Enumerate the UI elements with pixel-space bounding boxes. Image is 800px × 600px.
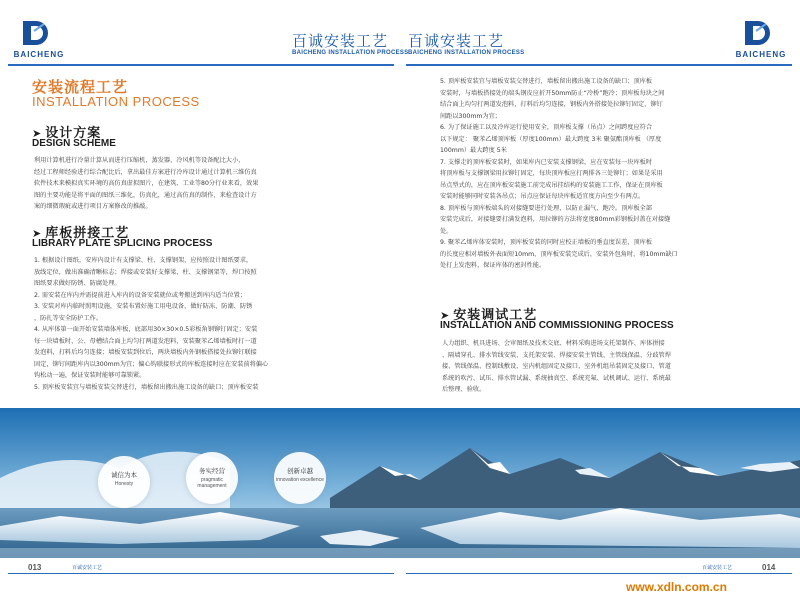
paragraph-line: 安装完成后，对接缝要打满发泡料，用拉铆的方法将宽度80mm彩钢板封盖在对接缝 bbox=[440, 216, 671, 223]
paragraph-line: 4. 从库体第一面开始安装墙体库板，底部用30×30×0.5彩板角钢铆钉固定；安装 bbox=[34, 326, 258, 333]
header-divider-left bbox=[8, 64, 394, 66]
commissioning-title-en: INSTALLATION AND COMMISSIONING PROCESS bbox=[440, 320, 674, 331]
paragraph-line: 处打上发泡料，保证库体的密封性能。 bbox=[440, 262, 546, 269]
logo-mark-icon bbox=[20, 18, 50, 48]
header-title-right: 百诚安装工艺 bbox=[408, 32, 505, 50]
paragraph-line: 后整理、验收。 bbox=[442, 386, 486, 393]
page-header bbox=[0, 0, 800, 62]
paragraph-line: 发泡料，打料后均匀连接；墙板安装到位后，两块墙板内外钢板搭接处拉铆钉联接 bbox=[34, 349, 257, 356]
footer-brand-right: 百诚安装工艺 bbox=[702, 565, 733, 571]
paragraph-line: 接、管线保温、控制线敷设、室内机组固定及接口、室外机组吊装固定及接口、管道 bbox=[442, 363, 671, 370]
paragraph-line: 6. 为了保证施工以及冷库运行使用安全，顶库板支撑（吊点）之间跨度应符合 bbox=[440, 124, 653, 131]
commissioning-body bbox=[442, 338, 792, 396]
value-cn: 创新卓越 bbox=[287, 467, 313, 475]
paragraph-line: 100mm）最大跨度 5米 bbox=[440, 147, 507, 154]
design-title-text: 设计方案 bbox=[45, 126, 102, 141]
main-title-cn: 安装流程工艺 bbox=[32, 78, 129, 96]
site-watermark: www.xdln.com.cn bbox=[626, 580, 727, 594]
paragraph-line: 安装时，与墙板搭接处的端头钢皮应折开50mm防止“冷桥”跑冷；顶库板每块之间 bbox=[440, 89, 665, 97]
value-bubble-honesty bbox=[98, 456, 150, 508]
splicing-title-en: LIBRARY PLATE SPLICING PROCESS bbox=[32, 238, 213, 249]
baicheng-logo-left bbox=[8, 18, 70, 62]
paragraph-line: 2. 需安装在库内并需提前进入库内的设备安装就位或考搬送到库内适当位置； bbox=[34, 291, 247, 299]
paragraph-line: 以下规定： 聚苯乙烯顶库板（厚度100mm）最大跨度 3米 聚氨酯顶库板 （厚度 bbox=[440, 135, 662, 143]
paragraph-line: 5. 顶库板安装宜与墙板安装交替进行，墙板留出搬出施工设备的缺口；顶库板 bbox=[440, 78, 653, 85]
paragraph-line: 吊点型式的，应在顶库板安装施工前完成吊挂结构的安装施工工作，保证在顶库板 bbox=[440, 181, 663, 189]
header-divider-right bbox=[406, 64, 792, 66]
value-bubble-innovation bbox=[274, 452, 326, 504]
page-number-left: 013 bbox=[28, 563, 42, 572]
page-footer bbox=[0, 558, 800, 600]
glacier-banner bbox=[0, 408, 800, 558]
value-en: innovation excellence bbox=[276, 477, 324, 483]
paragraph-line: 3. 安装对库内临时照明设施，安装布置好施工用电设备，做好防冻、防潮、防锈 bbox=[34, 303, 253, 310]
design-title-en: DESIGN SCHEME bbox=[32, 138, 116, 149]
paragraph-line: 的长度应相对墙板外表面短10mm，顶库板安装完成后，安装外包角时，将10mm缺口 bbox=[440, 250, 678, 258]
design-body bbox=[34, 155, 394, 213]
header-subtitle-left: BAICHENG INSTALLATION PROCESS bbox=[292, 50, 409, 56]
paragraph-line: 软件技术来模拟真实环境的高仿真虚拟图片，在建筑、工业等80分行业来看，效果 bbox=[34, 180, 259, 187]
paragraph-line: 5. 顶库板安装宜与墙板安装交替进行，墙板留出搬出施工设备的缺口；顶库板安装 bbox=[34, 383, 259, 391]
paragraph-line: 图的主要功能是将平面的图纸三维化，仿真化，通过高仿真的制作，来检查设计方 bbox=[34, 191, 257, 199]
paragraph-line: 安装时能够同时安装各吊点；吊点应保证每块库板适宜度方向至少有两点。 bbox=[440, 193, 645, 200]
value-en: Honesty bbox=[114, 481, 134, 487]
paragraph-line: 人力组织、机具进场、会审图纸及技术交底、材料采购进场支托架制作、库体拼接 bbox=[442, 340, 665, 347]
logo-word: BAICHENG bbox=[735, 50, 787, 59]
paragraph-line: 处。 bbox=[440, 227, 453, 235]
footer-divider-right bbox=[406, 573, 792, 574]
arrow-icon: ➤ bbox=[440, 309, 451, 322]
paragraph-line: 结合面上均匀打两道发泡料，打料后均匀连接，钢板内外搭接处拉铆钉固定，铆钉 bbox=[440, 101, 663, 108]
header-subtitle-right: BAICHENG INSTALLATION PROCESS bbox=[408, 50, 525, 56]
splicing-body bbox=[34, 255, 394, 393]
paragraph-line: 系统的吹污、试压、排水管试漏、系统抽真空、系统充氟、试机调试、运行、系统最 bbox=[442, 374, 671, 382]
value-cn: 务实经营 bbox=[199, 467, 225, 475]
footer-divider-left bbox=[8, 573, 394, 574]
paragraph-line: 间距以300mm为宜； bbox=[440, 112, 501, 120]
paragraph-line: 图纸要求做好防锈、防腐处理。 bbox=[34, 280, 121, 287]
paragraph-line: 9. 聚苯乙烯库体安装时，顶库板安装的同时应校正墙板的垂直度误差，顶库板 bbox=[440, 239, 653, 246]
paragraph-line: ，防扎等安全防护工作。 bbox=[34, 314, 103, 322]
arrow-icon: ➤ bbox=[32, 227, 43, 240]
main-title-en: INSTALLATION PROCESS bbox=[32, 94, 200, 109]
paragraph-line: 每一块墙板时，公、母槽结合面上均匀打两道发泡料，安装聚苯乙烯墙板时打一道 bbox=[34, 337, 257, 345]
baicheng-logo-right bbox=[730, 18, 792, 62]
splicing-title-text: 库板拼接工艺 bbox=[45, 226, 130, 241]
value-cn: 诚信为本 bbox=[111, 471, 137, 479]
paragraph-line: 1. 根据设计图纸，安库内设计有支撑梁、柱、支撑钢架，应按照设计图纸要求， bbox=[34, 257, 253, 264]
paragraph-line: 将顶库板与支撑钢梁用拉铆钉固定，每块顶库板应打两排各三处铆钉；如果是采用 bbox=[440, 170, 663, 177]
paragraph-line: 放线定位，做出准确清晰标志；焊接或安装好支撑梁、柱、支撑钢架等，焊口按照 bbox=[34, 268, 257, 276]
splicing-continued-body bbox=[440, 76, 790, 272]
paragraph-line: 固定，铆钉间距库内以300mm为宜；偏心钩联接形式的库板连接时应在安装前将偏心 bbox=[34, 360, 269, 368]
paragraph-line: 钩松动一遍，保证安装时能够可靠锁紧。 bbox=[34, 372, 146, 379]
paragraph-line: 经过工程师经验进行综合配比后，拿出最佳方案进行冷库设计通过计算机三维仿真 bbox=[34, 168, 257, 176]
logo-word: BAICHENG bbox=[13, 50, 65, 59]
logo-mark-icon bbox=[742, 18, 772, 48]
paragraph-line: 7. 支撑走的顶库板安装时，如果库内已安装支撑钢梁，应在安装每一块库板时 bbox=[440, 158, 653, 166]
paragraph-line: 8. 顶库板与顶库板端头的对接缝要进行处理，以防止漏气、跑冷。顶库板全部 bbox=[440, 204, 653, 212]
arrow-icon: ➤ bbox=[32, 127, 43, 140]
footer-brand-left: 百诚安装工艺 bbox=[72, 565, 103, 571]
header-title-left: 百诚安装工艺 bbox=[292, 32, 389, 50]
commissioning-title-text: 安装调试工艺 bbox=[453, 308, 538, 323]
page-number-right: 014 bbox=[762, 563, 776, 572]
paragraph-line: 案的细微瑕疵或进行项目方案修改的推敲。 bbox=[34, 203, 152, 210]
paragraph-line: 、隔墙穿孔、排水管线安装、支托架安装、焊接安装主管线、主管线保温、分歧管焊 bbox=[442, 351, 671, 359]
paragraph-line: 利用计算机进行冷量计算从而进行压缩机，蒸发器，冷风机等设备配比大小， bbox=[34, 157, 245, 164]
value-en: pragmatic management bbox=[197, 477, 227, 489]
value-bubble-pragmatic bbox=[186, 452, 238, 504]
